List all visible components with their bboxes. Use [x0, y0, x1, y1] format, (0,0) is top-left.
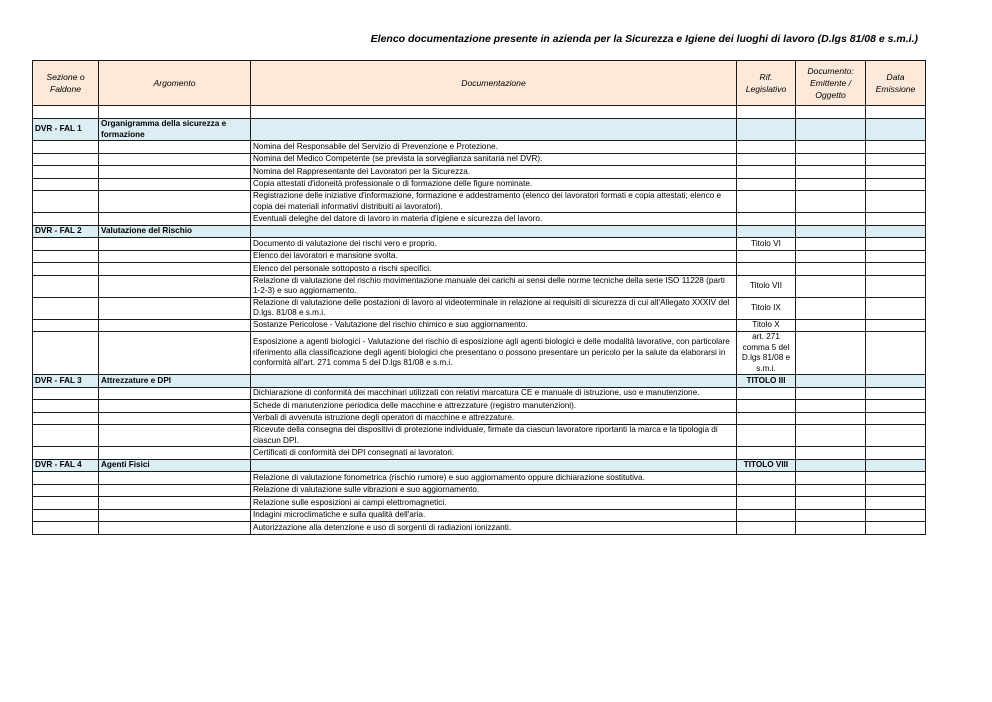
argomento-cell [99, 412, 251, 425]
rif-cell [737, 263, 796, 276]
argomento-cell [99, 141, 251, 154]
section-doc [251, 459, 737, 472]
document-title: Elenco documentazione presente in azienda per la Sicurezza e Igiene dei luoghi di lavoro (D.lgs 81/08 e s.m.i.) [370, 33, 918, 45]
argomento-cell [99, 484, 251, 497]
data-cell [866, 166, 926, 179]
sezione-cell [33, 238, 99, 251]
argomento-cell [99, 238, 251, 251]
data-cell [866, 319, 926, 332]
table-row [33, 447, 926, 460]
documentazione-cell: Relazione di valutazione sulle vibrazioni e suo aggiornamento. [251, 484, 737, 497]
documentazione-cell: Relazione di valutazione del rischio movimentazione manuale dei carichi ai sensi delle norme tecniche della serie ISO 11228 (parti 1-2-3) e suo aggiornamento. [251, 275, 737, 297]
sezione-cell [33, 509, 99, 522]
rif-cell [737, 447, 796, 460]
section-code: DVR - FAL 2 [33, 225, 99, 238]
sezione-cell [33, 250, 99, 263]
documento-cell [796, 400, 866, 413]
documentazione-cell: Sostanze Pericolose - Valutazione del rischio chimico e suo aggiornamento. [251, 319, 737, 332]
table-row [33, 275, 926, 297]
sezione-cell [33, 472, 99, 485]
documento-cell [796, 297, 866, 319]
section-topic: Organigramma della sicurezza e formazione [99, 119, 251, 141]
documentazione-cell: Relazione sulle esposizioni ai campi elettromagnetici. [251, 497, 737, 510]
spacer-row [33, 106, 926, 119]
rif-cell: Titolo X [737, 319, 796, 332]
sezione-cell [33, 400, 99, 413]
rif-cell [737, 153, 796, 166]
documentazione-cell: Nomina del Medico Competente (se prevista la sorveglianza sanitaria nel DVR). [251, 153, 737, 166]
table-row [33, 297, 926, 319]
table-row [33, 332, 926, 375]
documentation-table [32, 60, 926, 535]
argomento-cell [99, 319, 251, 332]
sezione-cell [33, 141, 99, 154]
section-row [33, 119, 926, 141]
sezione-cell [33, 412, 99, 425]
documento-cell [796, 484, 866, 497]
section-doc [251, 375, 737, 388]
argomento-cell [99, 250, 251, 263]
sezione-cell [33, 191, 99, 213]
documento-cell [796, 153, 866, 166]
table-row [33, 250, 926, 263]
section-rif [737, 225, 796, 238]
rif-cell: Titolo VII [737, 275, 796, 297]
section-row [33, 375, 926, 388]
argomento-cell [99, 472, 251, 485]
data-cell [866, 497, 926, 510]
argomento-cell [99, 425, 251, 447]
data-cell [866, 153, 926, 166]
documento-cell [796, 425, 866, 447]
documentazione-cell: Documento di valutazione dei rischi vero e proprio. [251, 238, 737, 251]
rif-cell [737, 425, 796, 447]
section-documento [796, 459, 866, 472]
rif-cell [737, 484, 796, 497]
sezione-cell [33, 484, 99, 497]
sezione-cell [33, 387, 99, 400]
section-code: DVR - FAL 1 [33, 119, 99, 141]
documentazione-cell: Copia attestati d'idoneità professionale o di formazione delle figure nominate. [251, 178, 737, 191]
documento-cell [796, 332, 866, 375]
data-cell [866, 509, 926, 522]
table-row [33, 387, 926, 400]
documentazione-cell: Relazione di valutazione delle postazioni di lavoro al videoterminale in relazione ai requisiti di sicurezza di cui all'Allegato XXXIV del D.lgs. 81/08 e s.m.i. [251, 297, 737, 319]
documentazione-cell: Nomina del Responsabile del Servizio di Prevenzione e Protezione. [251, 141, 737, 154]
documentazione-cell: Elenco dei lavoratori e mansione svolta. [251, 250, 737, 263]
sezione-cell [33, 332, 99, 375]
data-cell [866, 522, 926, 535]
data-cell [866, 275, 926, 297]
section-topic: Attrezzature e DPI [99, 375, 251, 388]
sezione-cell [33, 166, 99, 179]
rif-cell [737, 166, 796, 179]
sezione-cell [33, 497, 99, 510]
section-doc [251, 225, 737, 238]
argomento-cell [99, 387, 251, 400]
section-code: DVR - FAL 4 [33, 459, 99, 472]
argomento-cell [99, 509, 251, 522]
data-cell [866, 191, 926, 213]
argomento-cell [99, 497, 251, 510]
documentazione-cell: Registrazione delle iniziative d'informazione, formazione e addestramento (elenco dei lavoratori formati e copia attestati; elenco e copia dei materiali informativi distribuiti ai lavoratori). [251, 191, 737, 213]
section-data [866, 225, 926, 238]
data-cell [866, 141, 926, 154]
table-row [33, 166, 926, 179]
sezione-cell [33, 213, 99, 226]
sezione-cell [33, 263, 99, 276]
documento-cell [796, 472, 866, 485]
section-rif: TITOLO VIII [737, 459, 796, 472]
documentazione-cell: Esposizione a agenti biologici - Valutazione del rischio di esposizione agli agenti biologici e delle modalità lavorative, con particolare riferimento alla classificazione degli agenti biologici che presentano o possono presentare un pericolo per la salute da elaborarsi in conformità all'art. 271 comma 5 del D.lgs 81/08 e s.m.i. [251, 332, 737, 375]
argomento-cell [99, 263, 251, 276]
header-argomento: Argomento [99, 61, 251, 106]
sezione-cell [33, 522, 99, 535]
documento-cell [796, 497, 866, 510]
data-cell [866, 238, 926, 251]
table-row [33, 153, 926, 166]
sezione-cell [33, 153, 99, 166]
argomento-cell [99, 178, 251, 191]
documento-cell [796, 522, 866, 535]
section-data [866, 459, 926, 472]
rif-cell [737, 178, 796, 191]
header-row [33, 61, 926, 106]
documento-cell [796, 319, 866, 332]
table-row [33, 263, 926, 276]
documentazione-cell: Elenco del personale sottoposto a rischi specifici. [251, 263, 737, 276]
documento-cell [796, 141, 866, 154]
rif-cell [737, 213, 796, 226]
rif-cell [737, 400, 796, 413]
table-row [33, 319, 926, 332]
data-cell [866, 297, 926, 319]
data-cell [866, 412, 926, 425]
sezione-cell [33, 425, 99, 447]
sezione-cell [33, 275, 99, 297]
table-row [33, 509, 926, 522]
documento-cell [796, 191, 866, 213]
argomento-cell [99, 297, 251, 319]
argomento-cell [99, 153, 251, 166]
documento-cell [796, 166, 866, 179]
documentazione-cell: Schede di manutenzione periodica delle macchine e attrezzature (registro manutenzioni). [251, 400, 737, 413]
documentazione-cell: Certificati di conformità dei DPI consegnati ai lavoratori. [251, 447, 737, 460]
section-doc [251, 119, 737, 141]
argomento-cell [99, 447, 251, 460]
table-row [33, 497, 926, 510]
table-row [33, 425, 926, 447]
header-sezione: Sezione o Faldone [33, 61, 99, 106]
sezione-cell [33, 178, 99, 191]
section-code: DVR - FAL 3 [33, 375, 99, 388]
sezione-cell [33, 319, 99, 332]
data-cell [866, 250, 926, 263]
documentazione-cell: Autorizzazione alla detenzione e uso di sorgenti di radiazioni ionizzanti. [251, 522, 737, 535]
documentazione-cell: Ricevute della consegna dei dispositivi di protezione individuale, firmate da ciascun lavoratore riportanti la marca e la tipologia di ciascun DPI. [251, 425, 737, 447]
documento-cell [796, 263, 866, 276]
header-rif: Rif. Legislativo [737, 61, 796, 106]
data-cell [866, 425, 926, 447]
documentazione-cell: Nomina del Rappresentante dei Lavoratori per la Sicurezza. [251, 166, 737, 179]
section-documento [796, 375, 866, 388]
table-row [33, 238, 926, 251]
data-cell [866, 400, 926, 413]
table-row [33, 412, 926, 425]
data-cell [866, 213, 926, 226]
sezione-cell [33, 297, 99, 319]
section-documento [796, 225, 866, 238]
argomento-cell [99, 522, 251, 535]
rif-cell [737, 497, 796, 510]
documento-cell [796, 412, 866, 425]
table-row [33, 522, 926, 535]
data-cell [866, 472, 926, 485]
documento-cell [796, 213, 866, 226]
documentazione-cell: Verbali di avvenuta istruzione degli operatori di macchine e attrezzature. [251, 412, 737, 425]
rif-cell [737, 522, 796, 535]
table-row [33, 178, 926, 191]
documento-cell [796, 509, 866, 522]
documento-cell [796, 387, 866, 400]
section-documento [796, 119, 866, 141]
argomento-cell [99, 332, 251, 375]
section-row [33, 459, 926, 472]
argomento-cell [99, 275, 251, 297]
documentazione-cell: Dichiarazione di conformità dei macchinari utilizzati con relativi marcatura CE e manuale di istruzione, uso e manutenzione. [251, 387, 737, 400]
header-documento: Documento: Emittente / Oggetto [796, 61, 866, 106]
section-rif: TITOLO III [737, 375, 796, 388]
rif-cell: Titolo VI [737, 238, 796, 251]
documento-cell [796, 275, 866, 297]
section-row [33, 225, 926, 238]
section-topic: Valutazione del Rischio [99, 225, 251, 238]
rif-cell [737, 509, 796, 522]
documento-cell [796, 447, 866, 460]
documentazione-cell: Eventuali deleghe del datore di lavoro in materia d'igiene e sicurezza del lavoro. [251, 213, 737, 226]
argomento-cell [99, 166, 251, 179]
section-rif [737, 119, 796, 141]
data-cell [866, 332, 926, 375]
rif-cell [737, 191, 796, 213]
argomento-cell [99, 400, 251, 413]
rif-cell: Titolo IX [737, 297, 796, 319]
documentazione-cell: Indagini microclimatiche e sulla qualità dell'aria. [251, 509, 737, 522]
table-row [33, 191, 926, 213]
section-data [866, 375, 926, 388]
documento-cell [796, 238, 866, 251]
header-documentazione: Documentazione [251, 61, 737, 106]
table-row [33, 141, 926, 154]
data-cell [866, 178, 926, 191]
section-topic: Agenti Fisici [99, 459, 251, 472]
data-cell [866, 484, 926, 497]
documento-cell [796, 250, 866, 263]
rif-cell [737, 141, 796, 154]
rif-cell [737, 250, 796, 263]
header-data: Data Emissione [866, 61, 926, 106]
documento-cell [796, 178, 866, 191]
table-row [33, 472, 926, 485]
data-cell [866, 263, 926, 276]
data-cell [866, 387, 926, 400]
rif-cell [737, 412, 796, 425]
sezione-cell [33, 447, 99, 460]
table-row [33, 213, 926, 226]
section-data [866, 119, 926, 141]
data-cell [866, 447, 926, 460]
argomento-cell [99, 191, 251, 213]
table-row [33, 484, 926, 497]
documentazione-cell: Relazione di valutazione fonometrica (rischio rumore) e suo aggiornamento oppure dichiarazione sostitutiva. [251, 472, 737, 485]
rif-cell: art. 271 comma 5 del D.lgs 81/08 e s.m.i. [737, 332, 796, 375]
rif-cell [737, 472, 796, 485]
argomento-cell [99, 213, 251, 226]
rif-cell [737, 387, 796, 400]
table-row [33, 400, 926, 413]
